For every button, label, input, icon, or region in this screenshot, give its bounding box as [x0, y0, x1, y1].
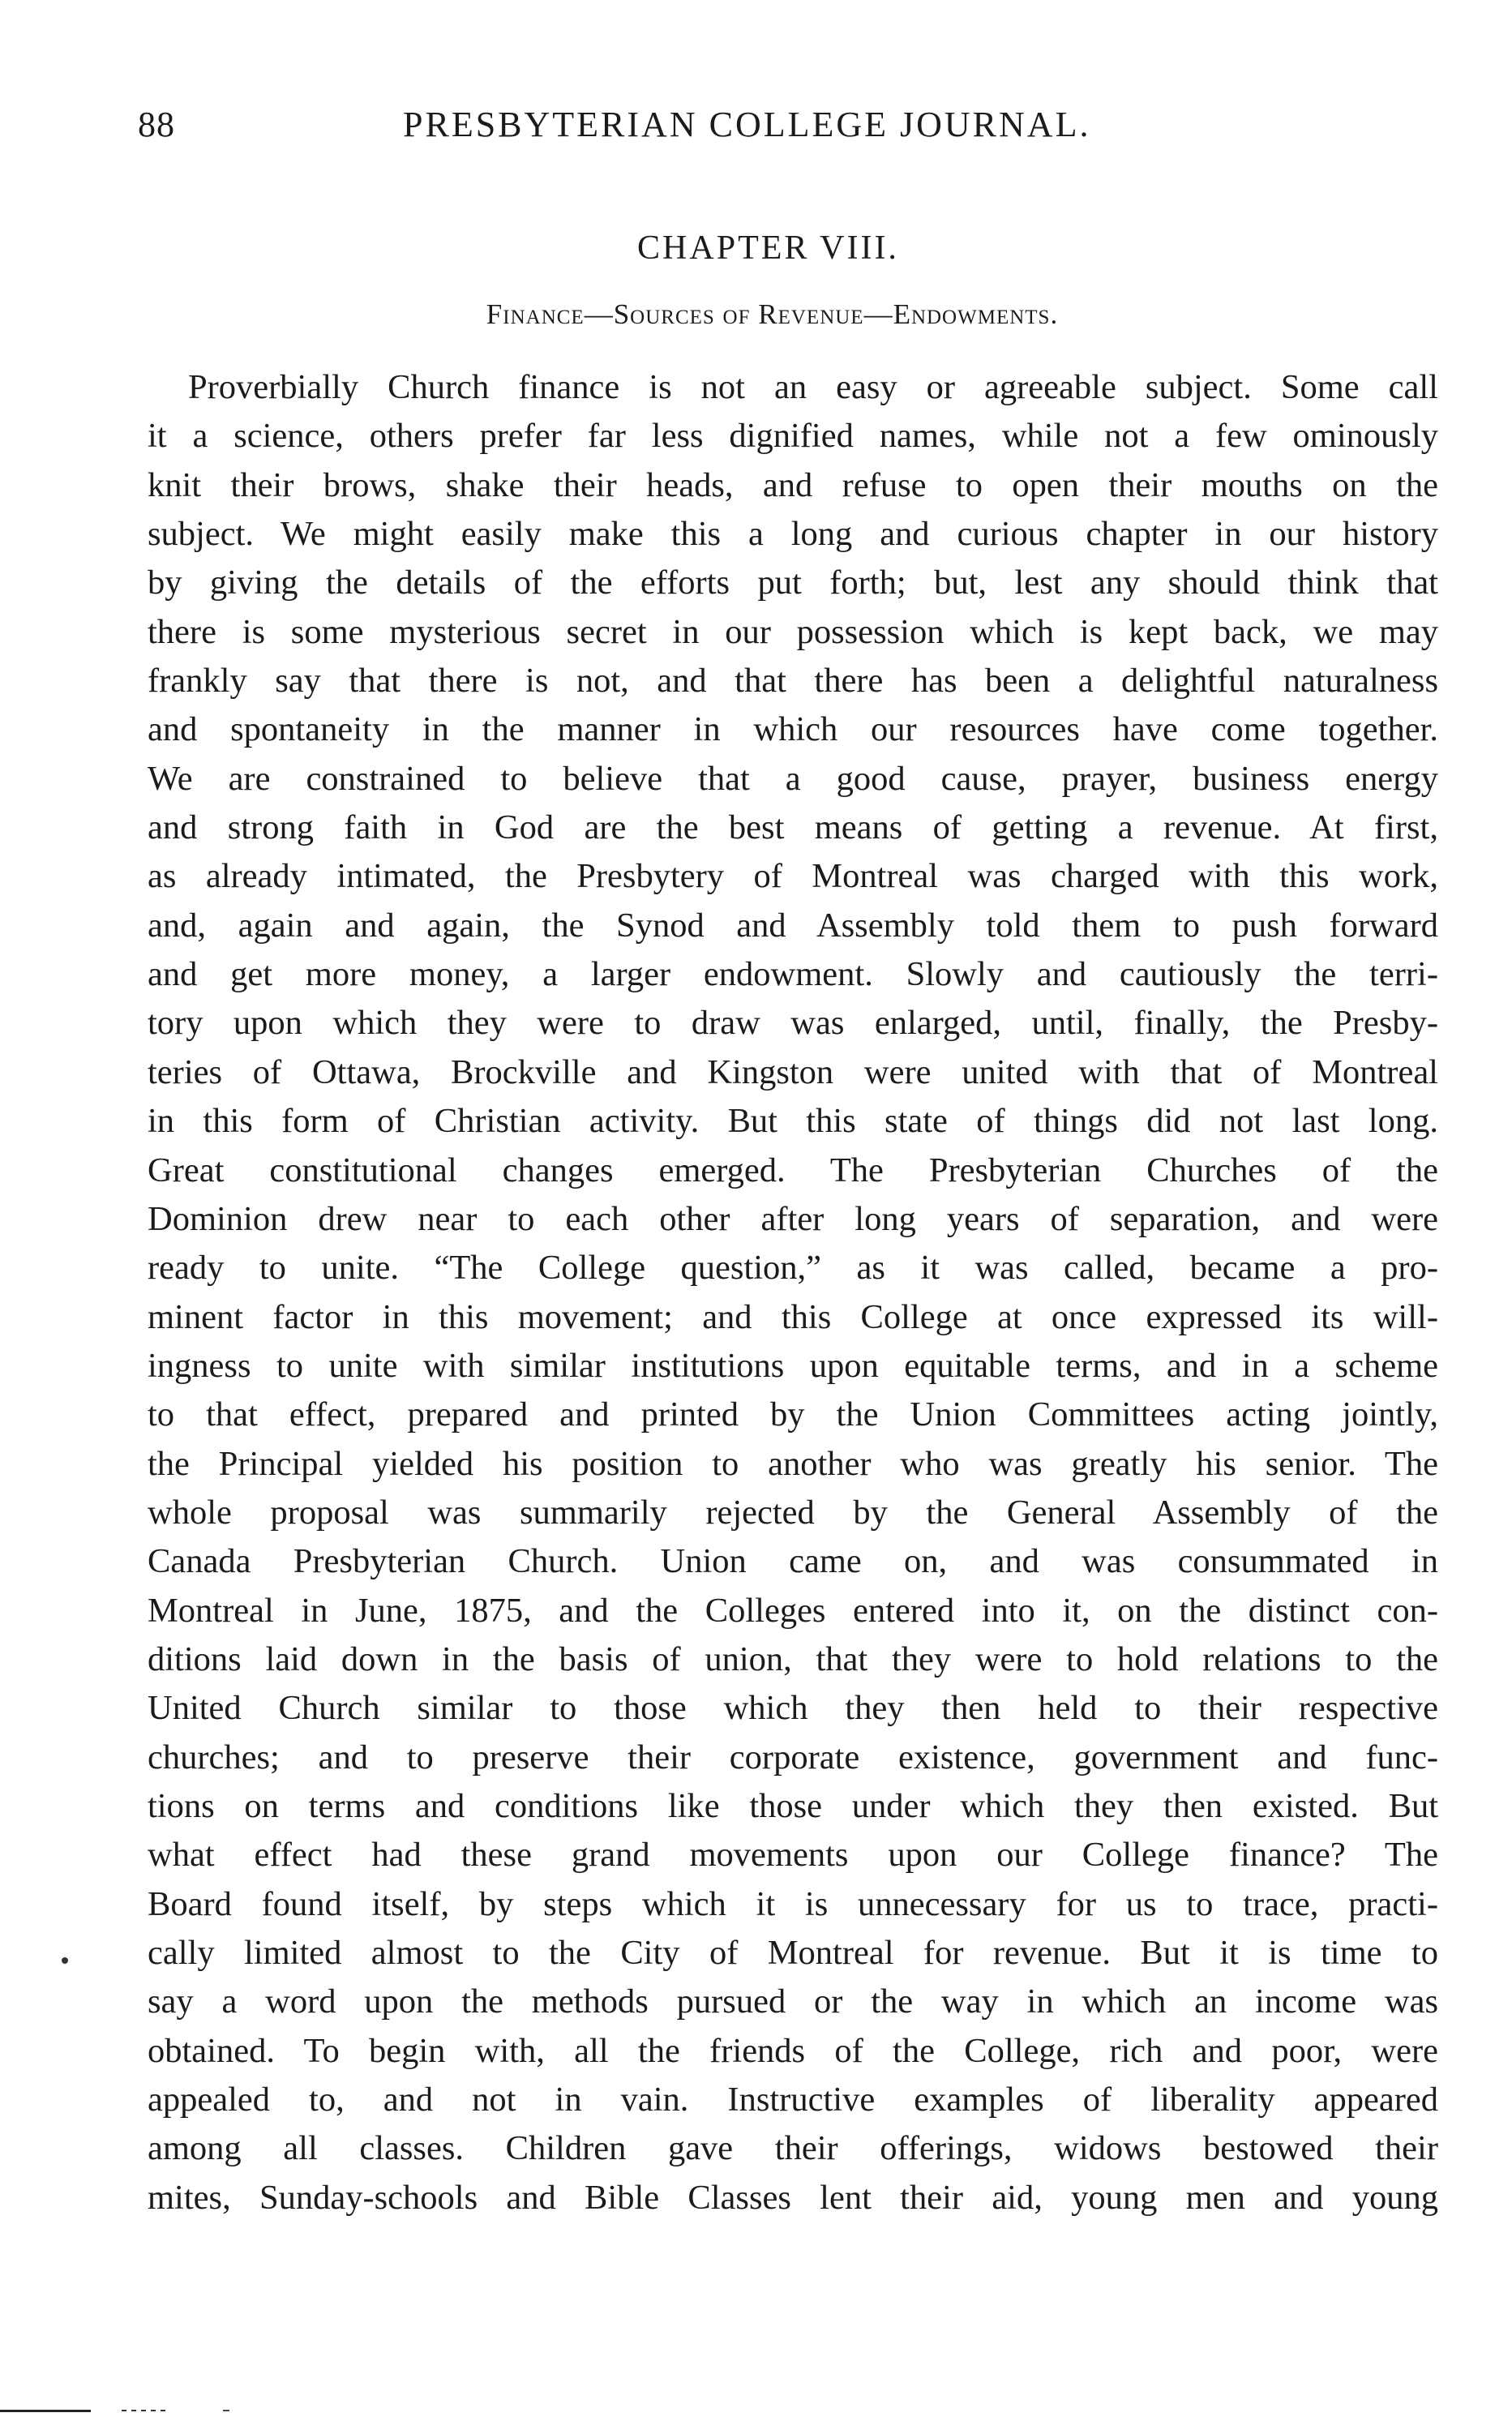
footer-rule-segment — [122, 2410, 170, 2411]
text-line: frankly say that there is not, and that there has been a delightful naturalness — [148, 662, 1438, 701]
text-line: tory upon which they were to draw was enlarged, until, finally, the Presby- — [148, 1004, 1438, 1043]
body-paragraph — [148, 363, 1438, 2222]
text-line: United Church similar to those which they then held to their respective — [148, 1689, 1438, 1728]
text-line: ingness to unite with similar institutions upon equitable terms, and in a scheme — [148, 1346, 1438, 1385]
footer-rule-segment — [0, 2410, 91, 2412]
text-line: what effect had these grand movements upon our College finance? The — [148, 1836, 1438, 1875]
text-line: by giving the details of the efforts put forth; but, lest any should think that — [148, 564, 1438, 602]
page-number: 88 — [138, 105, 175, 144]
text-line: to that effect, prepared and printed by the Union Committees acting jointly, — [148, 1395, 1438, 1434]
text-line: Board found itself, by steps which it is unnecessary for us to trace, practi- — [148, 1884, 1438, 1923]
text-line: in this form of Christian activity. But this state of things did not last long. — [148, 1102, 1438, 1141]
text-line: tions on terms and conditions like those under which they then existed. But — [148, 1786, 1438, 1825]
footer-rule-segment — [223, 2410, 229, 2411]
text-line: obtained. To begin with, all the friends of the College, rich and poor, were — [148, 2031, 1438, 2070]
margin-dot — [62, 1957, 68, 1964]
text-line: the Principal yielded his position to another who was greatly his senior. The — [148, 1444, 1438, 1483]
text-line: and spontaneity in the manner in which our resources have come together. — [148, 710, 1438, 749]
text-line: and, again and again, the Synod and Assembly told them to push forward — [148, 906, 1438, 945]
text-line: and strong faith in God are the best means of getting a revenue. At first, — [148, 808, 1438, 847]
page-header — [138, 104, 1435, 161]
text-line: ditions laid down in the basis of union, that they were to hold relations to the — [148, 1639, 1438, 1678]
text-line: subject. We might easily make this a long and curious chapter in our history — [148, 515, 1438, 554]
text-line: Montreal in June, 1875, and the Colleges entered into it, on the distinct con- — [148, 1591, 1438, 1630]
text-line: Great constitutional changes emerged. The Presbyterian Churches of the — [148, 1151, 1438, 1189]
text-line: Canada Presbyterian Church. Union came on, and was consummated in — [148, 1542, 1438, 1581]
footer-rule — [0, 2410, 243, 2415]
text-line: mites, Sunday-schools and Bible Classes lent their aid, young men and young — [148, 2178, 1438, 2217]
text-line: knit their brows, shake their heads, and refuse to open their mouths on the — [148, 465, 1438, 504]
text-line: say a word upon the methods pursued or the way in which an income was — [148, 1982, 1438, 2021]
text-line: appealed to, and not in vain. Instructive examples of liberality appeared — [148, 2081, 1438, 2119]
text-line: We are constrained to believe that a good cause, prayer, business energy — [148, 759, 1438, 798]
text-line: minent factor in this movement; and this College at once expressed its will- — [148, 1297, 1438, 1336]
text-line: as already intimated, the Presbytery of Montreal was charged with this work, — [148, 857, 1438, 896]
text-line: Dominion drew near to each other after long years of separation, and were — [148, 1199, 1438, 1238]
text-line: it a science, others prefer far less dignified names, while not a few ominously — [148, 417, 1438, 456]
chapter-subtitle: Finance—Sources of Revenue—Endowments. — [486, 298, 1059, 330]
chapter-title: CHAPTER VIII. — [637, 229, 899, 267]
text-line: cally limited almost to the City of Montreal for revenue. But it is time to — [148, 1934, 1438, 1972]
running-title: PRESBYTERIAN COLLEGE JOURNAL. — [403, 105, 1091, 144]
text-line: churches; and to preserve their corporate existence, government and func- — [148, 1738, 1438, 1776]
text-line: whole proposal was summarily rejected by the General Assembly of the — [148, 1493, 1438, 1532]
text-line: teries of Ottawa, Brockville and Kingston were united with that of Montreal — [148, 1052, 1438, 1091]
text-line: and get more money, a larger endowment. Slowly and cautiously the terri- — [148, 955, 1438, 994]
text-line: ready to unite. “The College question,” as it was called, became a pro- — [148, 1249, 1438, 1288]
text-line: there is some mysterious secret in our possession which is kept back, we may — [148, 612, 1438, 651]
text-line: among all classes. Children gave their offerings, widows bestowed their — [148, 2129, 1438, 2168]
text-line: Proverbially Church finance is not an easy or agreeable subject. Some call — [188, 368, 1438, 406]
